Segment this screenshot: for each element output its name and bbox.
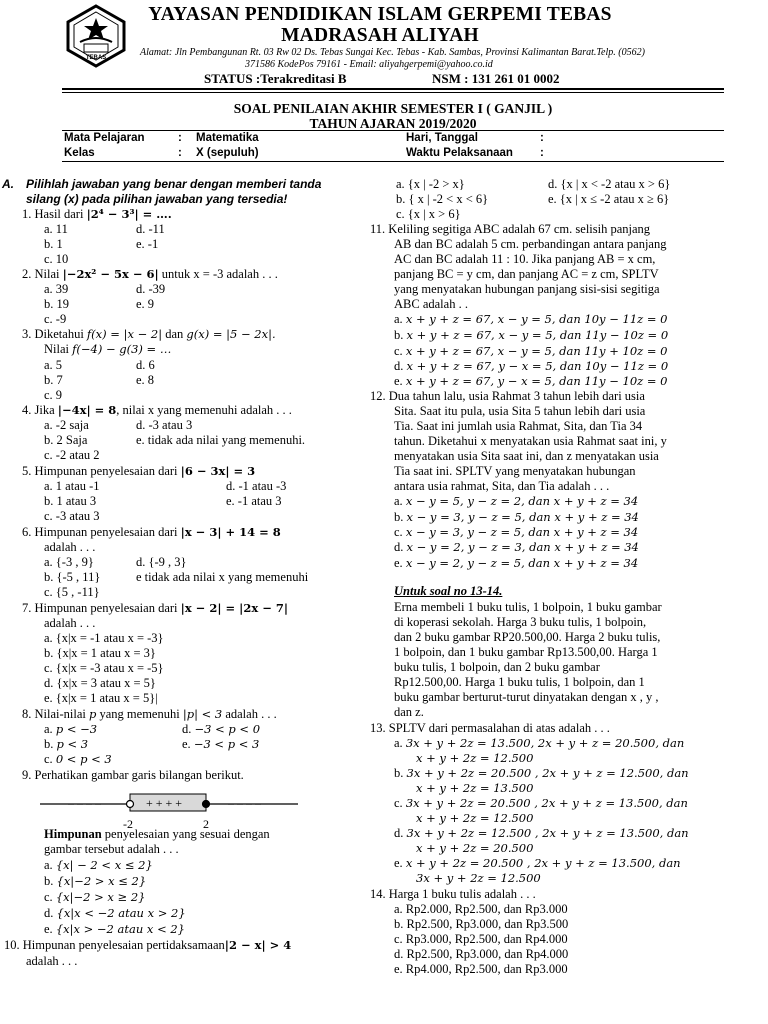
q13-option-c-line-2: x + y + 2z = 12.500 — [416, 811, 534, 825]
context-line: Erna membeli 1 buku tulis, 1 bolpoin, 1 buku gambar — [394, 600, 662, 614]
q6-option-a[interactable]: a. {-3 , 9} — [44, 555, 94, 569]
q4-option-b[interactable]: b. 2 Saja — [44, 433, 88, 447]
q4-option-d[interactable]: d. -3 atau 3 — [136, 418, 193, 432]
q9-option-d[interactable]: d. {x|x < −2 atau x > 2} — [44, 906, 186, 920]
q7-option-b[interactable]: b. {x|x = 1 atau x = 3} — [44, 646, 156, 660]
question-7-line-2: adalah . . . — [44, 616, 96, 630]
subject-label: Mata Pelajaran — [64, 132, 145, 144]
class-label: Kelas — [64, 147, 95, 159]
q13-option-e[interactable]: e. x + y + 2z = 20.500 , 2x + y + z = 13.500, dan — [394, 856, 681, 870]
question-12-line: Sita. Saat itu pula, usia Sita 5 tahun lebih dari usia — [394, 404, 646, 418]
q13-option-d-line-2: x + y + 2z = 20.500 — [416, 841, 534, 855]
question-8: 8. Nilai-nilai p yang memenuhi |p| < 3 adalah . . . — [22, 707, 277, 721]
question-3-line-2: Nilai f(−4) − g(3) = … — [44, 342, 172, 356]
q5-option-a[interactable]: a. 1 atau -1 — [44, 479, 100, 493]
section-a-marker: A. — [2, 177, 14, 191]
question-12-line: tahun. Diketahui x menyatakan usia Rahmat saat ini, y — [394, 434, 667, 448]
q8-option-e[interactable]: e. −3 < p < 3 — [182, 737, 260, 751]
q14-option-e[interactable]: e. Rp4.000, Rp2.500, dan Rp3.000 — [394, 962, 568, 976]
q4-option-c[interactable]: c. -2 atau 2 — [44, 448, 100, 462]
q5-option-c[interactable]: c. -3 atau 3 — [44, 509, 100, 523]
context-line: 1 bolpoin, dan 1 buku gambar Rp13.500,00. Harga 1 — [394, 645, 658, 659]
q6-option-b[interactable]: b. {-5 , 11} — [44, 570, 101, 584]
q7-option-d[interactable]: d. {x|x = 3 atau x = 5} — [44, 676, 156, 690]
question-14: 14. Harga 1 buku tulis adalah . . . — [370, 887, 536, 901]
q5-option-b[interactable]: b. 1 atau 3 — [44, 494, 97, 508]
question-3: 3. Diketahui f(x) = |x − 2| dan g(x) = |5 − 2x|. — [22, 327, 276, 341]
instruction-line-2: silang (x) pada pilihan jawaban yang tersedia! — [26, 192, 288, 206]
q8-option-b[interactable]: b. p < 3 — [44, 737, 89, 751]
q2-option-a[interactable]: a. 39 — [44, 282, 69, 296]
nsm-number: NSM : 131 261 01 0002 — [432, 71, 560, 86]
q1-option-d[interactable]: d. -11 — [136, 222, 165, 236]
q12-option-b[interactable]: b. x − y = 3, y − z = 5, dan x + y + z = 34 — [394, 510, 639, 524]
q1-option-b[interactable]: b. 1 — [44, 237, 63, 251]
sign-middle: + + + + — [146, 796, 183, 810]
q13-option-a-line-2: x + y + 2z = 12.500 — [416, 751, 534, 765]
q13-option-c[interactable]: c. 3x + y + 2z = 20.500 , 2x + y + z = 13.500, dan — [394, 796, 688, 810]
question-2: 2. Nilai |−2x² − 5x − 6| untuk x = -3 adalah . . . — [22, 267, 278, 281]
context-line: Rp12.500,00. Harga 1 buku tulis, 1 bolpoin, dan 1 — [394, 675, 645, 689]
question-6-line-2: adalah . . . — [44, 540, 96, 554]
q11-option-a[interactable]: a. x + y + z = 67, x − y = 5, dan 10y − 11z = 0 — [394, 312, 668, 326]
q1-option-c[interactable]: c. 10 — [44, 252, 69, 266]
question-12-line: Tia saat ini. SPLTV yang menyatakan hubungan — [394, 464, 636, 478]
q13-option-b-line-2: x + y + 2z = 13.500 — [416, 781, 534, 795]
q2-option-b[interactable]: b. 19 — [44, 297, 69, 311]
context-line: dan 2 buku gambar RP20.500,00. Harga 2 buku tulis, — [394, 630, 661, 644]
address-line-1: Alamat: Jln Pembangunan Rt. 03 Rw 02 Ds. Tebas Sungai Kec. Tebas - Kab. Sambas, Provinsi Kalimantan Barat.Telp. (0562) — [140, 47, 645, 58]
question-12-line: 12. Dua tahun lalu, usia Rahmat 3 tahun lebih dari usia — [370, 389, 645, 403]
q3-option-d[interactable]: d. 6 — [136, 358, 155, 372]
q8-option-c[interactable]: c. 0 < p < 3 — [44, 752, 112, 766]
q11-option-c[interactable]: c. x + y + z = 67, x − y = 5, dan 11y + 10z = 0 — [394, 344, 668, 358]
q10-option-e[interactable]: e. {x | x ≤ -2 atau x ≥ 6} — [548, 192, 670, 206]
context-line: buku tulis, 1 bolpoin, dan 2 buku gambar — [394, 660, 600, 674]
exam-time-colon: : — [540, 147, 544, 159]
question-12-line: menyatakan usia Sita saat ini, dan z menyatakan usia — [394, 449, 659, 463]
q4-option-a[interactable]: a. -2 saja — [44, 418, 89, 432]
address-line-2: 371586 KodePos 79161 - Email: aliyahgerpemi@yahoo.co.id — [245, 59, 493, 70]
question-13: 13. SPLTV dari permasalahan di atas adalah . . . — [370, 721, 610, 735]
q14-option-b[interactable]: b. Rp2.500, Rp3.000, dan Rp3.500 — [394, 917, 569, 931]
question-4: 4. Jika |−4x| = 8, nilai x yang memenuhi adalah . . . — [22, 403, 292, 417]
q9-option-b[interactable]: b. {x|−2 > x ≤ 2} — [44, 874, 147, 888]
question-1: 1. Hasil dari |2⁴ − 3³| = …. — [22, 207, 172, 221]
exam-title: SOAL PENILAIAN AKHIR SEMESTER I ( GANJIL ) — [233, 101, 553, 116]
q14-option-c[interactable]: c. Rp3.000, Rp2.500, dan Rp4.000 — [394, 932, 568, 946]
question-9-line-2: Himpunan penyelesaian yang sesuai dengan — [44, 827, 270, 841]
exam-year: TAHUN AJARAN 2019/2020 — [309, 116, 477, 131]
q10-option-a[interactable]: a. {x | -2 > x} — [396, 177, 465, 191]
q11-option-e[interactable]: e. x + y + z = 67, y − x = 5, dan 11y − 10z = 0 — [394, 374, 668, 388]
info-table-bottom-border — [62, 161, 724, 162]
q6-option-c[interactable]: c. {5 , -11} — [44, 585, 100, 599]
question-11-line: AC dan BC adalah 11 : 10. Jika panjang AB = x cm, — [394, 252, 656, 266]
q14-option-a[interactable]: a. Rp2.000, Rp2.500, dan Rp3.000 — [394, 902, 568, 916]
question-10-line-2: adalah . . . — [26, 954, 78, 968]
q6-option-d[interactable]: d. {-9 , 3} — [136, 555, 187, 569]
open-point-minus-2 — [127, 801, 134, 808]
q13-option-d[interactable]: d. 3x + y + 2z = 12.500 , 2x + y + z = 13.500, dan — [394, 826, 689, 840]
q12-option-c[interactable]: c. x − y = 3, y − z = 5, dan x + y + z = 34 — [394, 525, 639, 539]
q2-option-e[interactable]: e. 9 — [136, 297, 155, 311]
question-7: 7. Himpunan penyelesaian dari |x − 2| = |2x − 7| — [22, 601, 289, 615]
subject-value: Matematika — [196, 132, 259, 144]
question-12-line: antara usia rahmat, Sita, dan Tia adalah . . . — [394, 479, 610, 493]
context-heading: Untuk soal no 13-14. — [394, 584, 503, 598]
q5-option-d[interactable]: d. -1 atau -3 — [226, 479, 287, 493]
q13-option-e-line-2: 3x + y + 2z = 12.500 — [416, 871, 541, 885]
q12-option-e[interactable]: e. x − y = 2, y − z = 5, dan x + y + z = 34 — [394, 556, 639, 570]
subject-colon: : — [178, 132, 182, 144]
header-rule-thin — [62, 92, 724, 93]
q13-option-a[interactable]: a. 3x + y + 2z = 13.500, 2x + y + z = 20.500, dan — [394, 736, 685, 750]
q4-option-e[interactable]: e. tidak ada nilai yang memenuhi. — [136, 433, 306, 447]
day-date-label: Hari, Tanggal — [406, 132, 478, 144]
q13-option-b[interactable]: b. 3x + y + 2z = 20.500 , 2x + y + z = 12.500, dan — [394, 766, 689, 780]
instruction-line-1: Pilihlah jawaban yang benar dengan memberi tanda — [26, 177, 322, 191]
q9-option-c[interactable]: c. {x|−2 > x ≥ 2} — [44, 890, 146, 904]
header-rule-thick — [62, 88, 724, 90]
school-logo-icon — [64, 4, 128, 68]
question-11-line: ABC adalah . . — [394, 297, 468, 311]
question-9-line-3: gambar tersebut adalah . . . — [44, 842, 179, 856]
sign-right: – – – – — [228, 796, 261, 810]
q10-option-d[interactable]: d. {x | x < -2 atau x > 6} — [548, 177, 671, 191]
class-colon: : — [178, 147, 182, 159]
question-10: 10. Himpunan penyelesaian pertidaksamaan|2 − x| > 4 — [4, 938, 292, 952]
context-line: di koperasi sekolah. Harga 3 buku tulis, 1 bolpoin, — [394, 615, 647, 629]
exam-time-label: Waktu Pelaksanaan — [406, 147, 513, 159]
q12-option-d[interactable]: d. x − y = 2, y − z = 3, dan x + y + z = 34 — [394, 540, 639, 554]
q10-option-c[interactable]: c. {x | x > 6} — [396, 207, 461, 221]
q2-option-c[interactable]: c. -9 — [44, 312, 67, 326]
q8-option-d[interactable]: d. −3 < p < 0 — [182, 722, 261, 736]
sign-left: – – – – — [68, 796, 101, 810]
accreditation-status: STATUS :Terakreditasi B — [204, 71, 347, 86]
q3-option-e[interactable]: e. 8 — [136, 373, 155, 387]
q1-option-e[interactable]: e. -1 — [136, 237, 159, 251]
question-11-line: panjang BC = y cm, dan panjang AC = z cm, SPLTV — [394, 267, 659, 281]
day-date-colon: : — [540, 132, 544, 144]
q8-option-a[interactable]: a. p < −3 — [44, 722, 98, 736]
context-line: dan z. — [394, 705, 424, 719]
q14-option-d[interactable]: d. Rp2.500, Rp3.000, dan Rp4.000 — [394, 947, 569, 961]
q3-option-a[interactable]: a. 5 — [44, 358, 63, 372]
foundation-name: YAYASAN PENDIDIKAN ISLAM GERPEMI TEBAS — [148, 4, 612, 25]
q5-option-e[interactable]: e. -1 atau 3 — [226, 494, 282, 508]
q9-option-a[interactable]: a. {x| − 2 < x ≤ 2} — [44, 858, 153, 872]
question-11-line: yang menyatakan hubungan panjang sisi-sisi segitiga — [394, 282, 660, 296]
context-line: buku gambar berturut-turut dinyatakan dengan x , y , — [394, 690, 659, 704]
question-11-line: AB dan BC adalah 5 cm. perbandingan antara panjang — [394, 237, 667, 251]
question-5: 5. Himpunan penyelesaian dari |6 − 3x| = 3 — [22, 464, 256, 478]
q7-option-c[interactable]: c. {x|x = -3 atau x = -5} — [44, 661, 164, 675]
q3-option-b[interactable]: b. 7 — [44, 373, 63, 387]
q7-option-a[interactable]: a. {x|x = -1 atau x = -3} — [44, 631, 164, 645]
q11-option-b[interactable]: b. x + y + z = 67, x − y = 5, dan 11y − 10z = 0 — [394, 328, 669, 342]
q12-option-a[interactable]: a. x − y = 5, y − z = 2, dan x + y + z = 34 — [394, 494, 639, 508]
q1-option-a[interactable]: a. 11 — [44, 222, 68, 236]
q2-option-d[interactable]: d. -39 — [136, 282, 166, 296]
q9-option-e[interactable]: e. {x|x > −2 atau x < 2} — [44, 922, 185, 936]
question-6: 6. Himpunan penyelesaian dari |x − 3| + 14 = 8 — [22, 525, 281, 539]
q11-option-d[interactable]: d. x + y + z = 67, y − x = 5, dan 10y − 11z = 0 — [394, 359, 669, 373]
tick-label-2: 2 — [203, 817, 209, 831]
logo-text: TEBAS — [85, 55, 107, 61]
q3-option-c[interactable]: c. 9 — [44, 388, 63, 402]
closed-point-2 — [203, 801, 210, 808]
question-11-line: 11. Keliling segitiga ABC adalah 67 cm. selisih panjang — [370, 222, 651, 236]
number-line-figure — [40, 790, 300, 832]
q7-option-e[interactable]: e. {x|x = 1 atau x = 5}| — [44, 691, 158, 705]
question-12-line: Tia. Saat ini jumlah usia Rahmat, Sita, dan Tia 34 — [394, 419, 643, 433]
q6-option-e[interactable]: e tidak ada nilai x yang memenuhi — [136, 570, 309, 584]
q10-option-b[interactable]: b. { x | -2 < x < 6} — [396, 192, 489, 206]
class-value: X (sepuluh) — [196, 147, 259, 159]
school-name: MADRASAH ALIYAH — [281, 25, 479, 46]
tick-label-minus-2: -2 — [123, 817, 133, 831]
question-9: 9. Perhatikan gambar garis bilangan berikut. — [22, 768, 244, 782]
info-table-top-border — [62, 130, 724, 131]
